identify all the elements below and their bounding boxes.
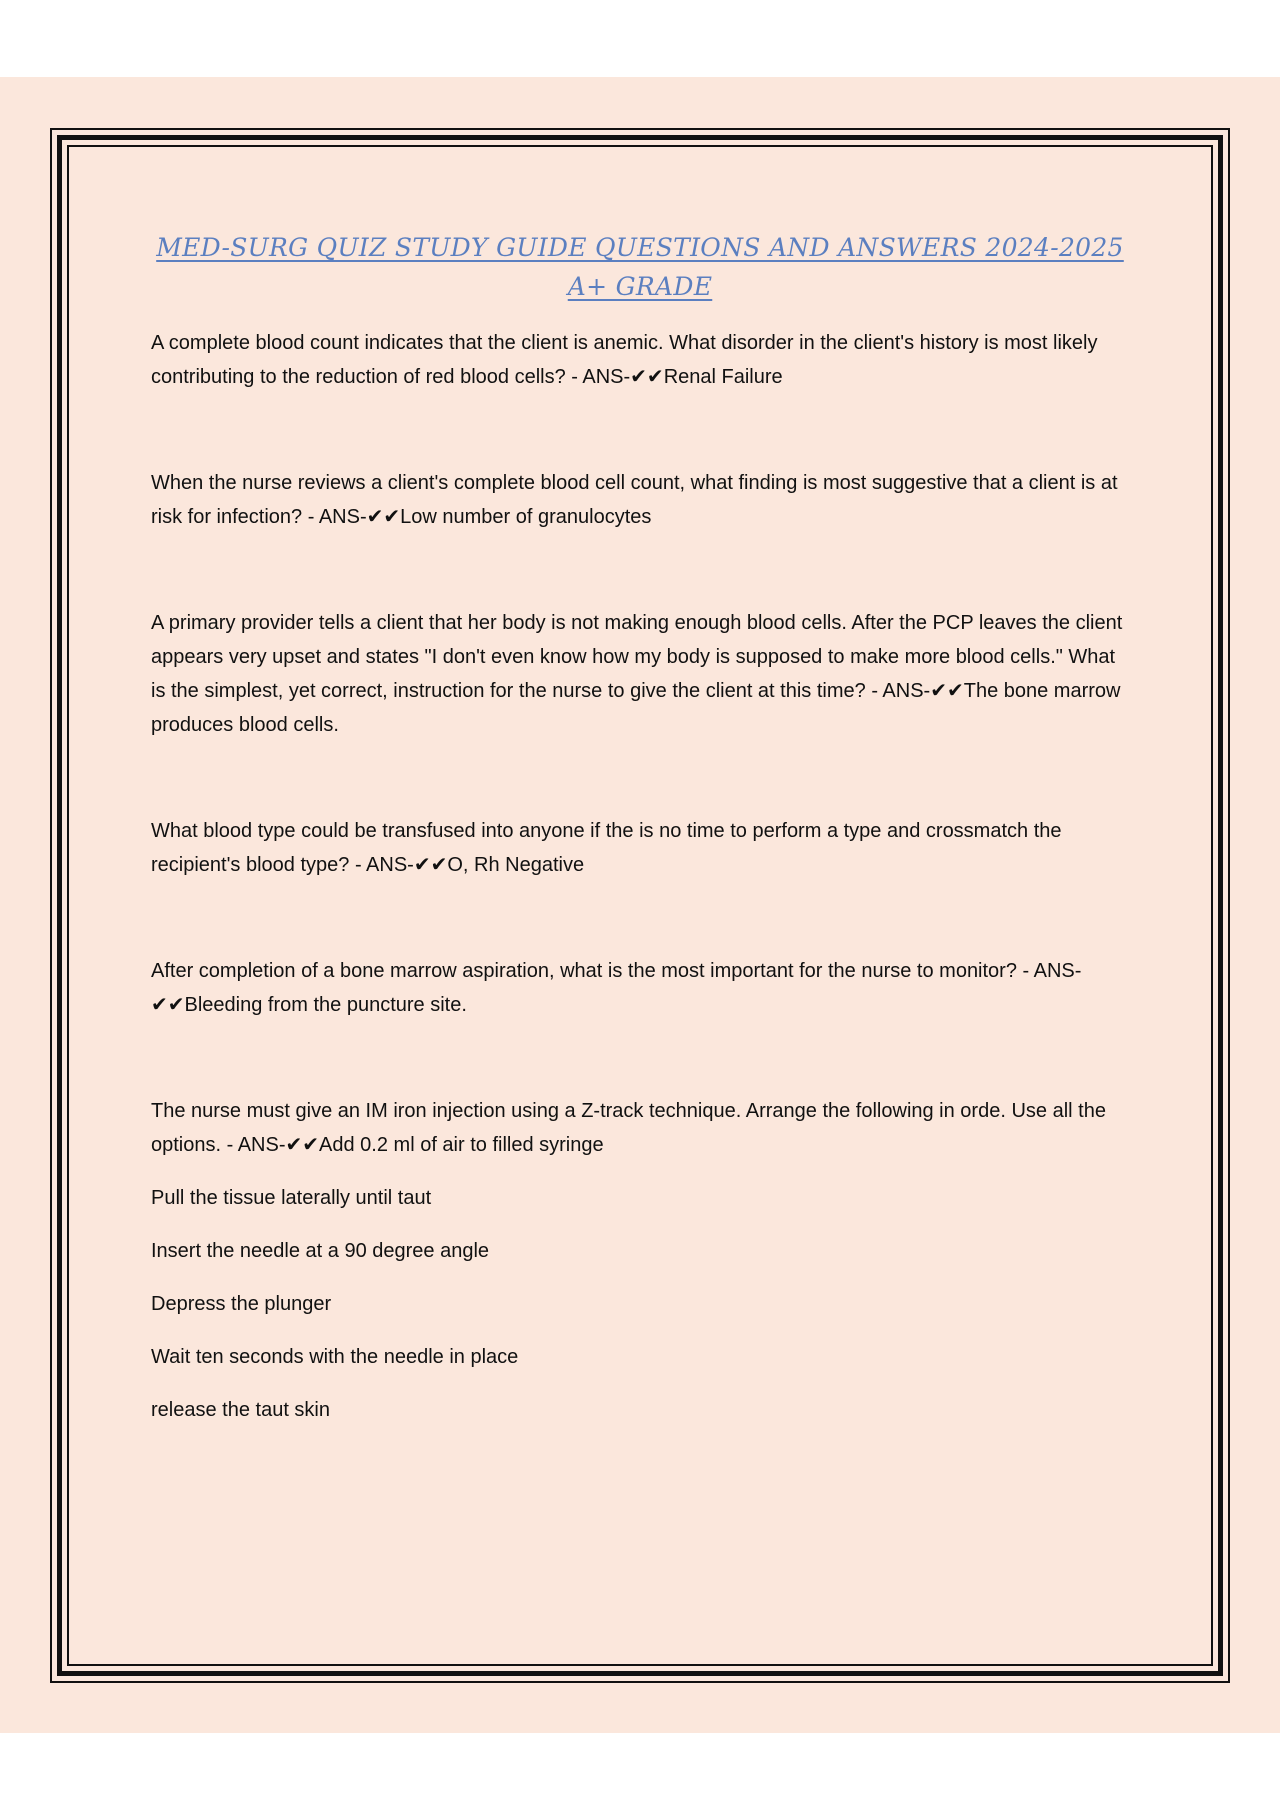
check-marks: ✔✔ [413, 854, 448, 876]
question-text: After completion of a bone marrow aspiration, what is the most important for the nurse to monitor? - ANS- [151, 960, 1082, 982]
check-marks: ✔✔ [630, 366, 664, 388]
check-marks: ✔✔ [930, 680, 964, 702]
step-item-4: Wait ten seconds with the needle in place [151, 1346, 519, 1368]
question-text: The nurse must give an IM iron injection using a Z-track technique. Arrange the following in orde. Use all the options. - ANS- [151, 1100, 1106, 1156]
answer-text: Renal Failure [663, 366, 783, 388]
qa-item-5 [151, 954, 1131, 1022]
answer-text: Low number of granulocytes [400, 506, 652, 528]
step-item-5: release the taut skin [151, 1399, 330, 1421]
check-marks: ✔✔ [366, 506, 401, 528]
document-title: MED-SURG QUIZ STUDY GUIDE QUESTIONS AND ANSWERS 2024-2025 A+ GRADE [156, 233, 1124, 301]
qa-item-1 [151, 326, 1131, 394]
answer-text: The bone marrow produces blood cells. [151, 680, 1121, 736]
qa-item-2 [151, 466, 1131, 534]
question-text: What blood type could be transfused into anyone if the is no time to perform a type and crossmatch the recipient's blood type? - ANS- [151, 820, 1062, 876]
question-text: When the nurse reviews a client's complete blood cell count, what finding is most suggestive that a client is at risk for infection? - ANS- [151, 472, 1118, 528]
step-item-3: Depress the plunger [151, 1293, 332, 1315]
step-item-2: Insert the needle at a 90 degree angle [151, 1240, 490, 1262]
answer-text: O, Rh Negative [447, 854, 585, 876]
qa-item-4 [151, 814, 1131, 882]
qa-item-3 [151, 606, 1131, 742]
qa-item-6 [151, 1094, 1131, 1162]
check-marks: ✔✔ [285, 1134, 320, 1156]
qa-content [151, 326, 1131, 1427]
question-text: A complete blood count indicates that the client is anemic. What disorder in the client's history is most likely contributing to the reduction of red blood cells? - ANS- [151, 332, 1098, 388]
step-item-1: Pull the tissue laterally until taut [151, 1187, 432, 1209]
answer-text: Add 0.2 ml of air to filled syringe [319, 1134, 604, 1156]
question-text: A primary provider tells a client that her body is not making enough blood cells. After the PCP leaves the client appears very upset and states "I don't even know how my body is supposed to make more blood cells." What is the simplest, yet correct, instruction for the nurse to give the client at this time? - ANS- [151, 612, 1123, 702]
check-marks: ✔✔ [151, 994, 185, 1016]
answer-text: Bleeding from the puncture site. [184, 994, 467, 1016]
